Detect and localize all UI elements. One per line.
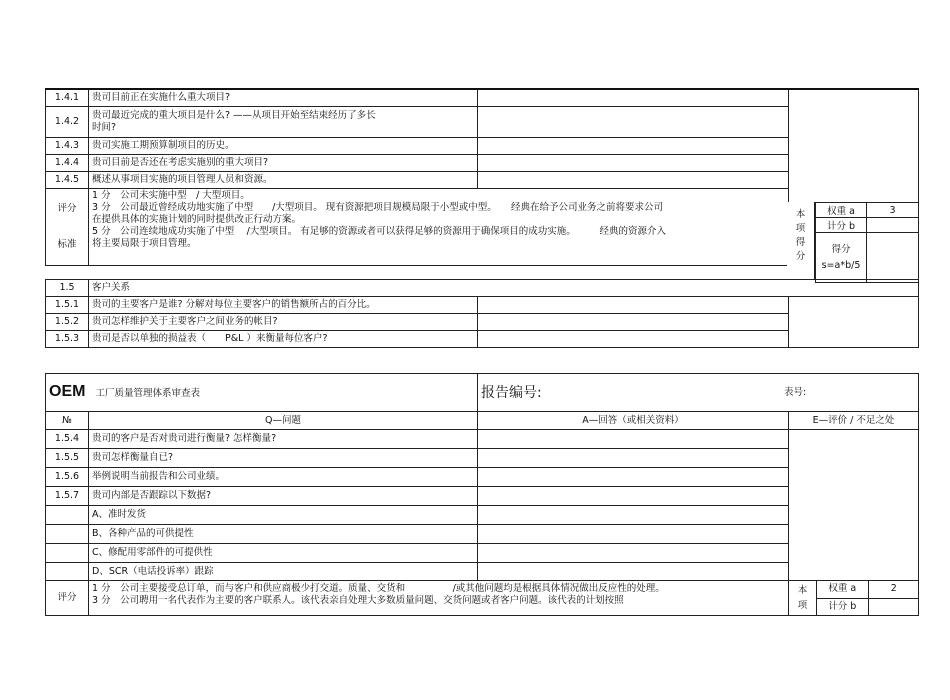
question-text: D、SCR（电话投诉率）跟踪 <box>89 563 478 581</box>
question-text: 举例说明当前报告和公司业绩。 <box>89 468 478 487</box>
weight-value[interactable]: 2 <box>868 581 919 598</box>
answer-cell[interactable] <box>478 106 789 137</box>
score-label-cell <box>816 233 867 283</box>
table-row <box>46 449 919 468</box>
count-value[interactable] <box>867 218 919 233</box>
item-number <box>46 544 89 563</box>
report-number-label: 报告编号: <box>481 384 542 401</box>
weight-label: 权重 a <box>816 203 867 218</box>
answer-cell[interactable] <box>478 449 789 468</box>
table-row <box>46 106 919 137</box>
item-number <box>46 563 89 581</box>
col-header-question: Q—问题 <box>89 412 478 430</box>
question-text: B、各种产品的可供提性 <box>89 525 478 544</box>
side-char: 分 <box>795 251 806 262</box>
answer-cell[interactable] <box>478 487 789 506</box>
item-score-side-label <box>789 581 817 616</box>
weight-grid <box>817 581 919 615</box>
question-text: A、准时发货 <box>89 506 478 525</box>
table-row <box>46 89 919 106</box>
side-char: 得 <box>795 237 806 248</box>
title-text: 工厂质量管理体系审查表 <box>95 387 200 399</box>
question-text: C、修配用零部件的可提供性 <box>89 544 478 563</box>
question-text: 贵司目前是否还在考虑实施别的重大项目? <box>89 154 478 171</box>
scoring-criteria <box>89 581 789 616</box>
question-text: 贵司的客户是否对贵司进行衡量? 怎样衡量? <box>89 430 478 449</box>
answer-cell[interactable] <box>478 506 789 525</box>
col-header-answer: A—回答（或相关资料） <box>478 412 789 430</box>
criteria-line: 将主要局限于项目管理。 <box>92 237 197 249</box>
score-label-bottom: 标准 <box>57 238 77 250</box>
answer-cell[interactable] <box>478 563 789 581</box>
side-char: 项 <box>797 600 808 611</box>
form-number-label: 表号: <box>784 387 807 398</box>
item-number: 1.4.3 <box>46 137 89 154</box>
side-char: 项 <box>795 223 806 234</box>
item-number: 1.4.2 <box>46 106 89 137</box>
item-score-side-label <box>787 202 815 280</box>
score-label: 评分 <box>46 581 89 616</box>
table-row <box>46 154 919 171</box>
scoring-criteria <box>89 188 789 265</box>
title-oem: OEM <box>49 382 86 400</box>
table-row <box>46 506 919 525</box>
criteria-line: 5 分 公司连续地成功实施了中型 /大型项目。 有足够的资源或者可以获得足够的资源用于确保项目的成功实施。 经典的资源介入 <box>92 225 667 237</box>
table-row <box>46 487 919 506</box>
item-number: 1.5.2 <box>46 314 89 331</box>
report-number-cell <box>478 374 919 412</box>
table-row <box>46 314 919 331</box>
question-text: 贵司怎样维护关于主要客户之间业务的帐目? <box>89 314 478 331</box>
item-number: 1.4.1 <box>46 89 89 106</box>
section-title: 客户关系 <box>89 280 919 297</box>
item-number: 1.5.4 <box>46 430 89 449</box>
col-header-number: № <box>46 412 89 430</box>
table-row <box>46 137 919 154</box>
weight-label: 权重 a <box>817 581 868 598</box>
weight-value[interactable]: 3 <box>867 203 919 218</box>
table-row <box>46 563 919 581</box>
item-number: 1.5.1 <box>46 297 89 314</box>
weight-grid-cell <box>817 581 919 616</box>
form-header-row <box>46 374 919 412</box>
table-row <box>46 525 919 544</box>
item-number: 1.5.3 <box>46 331 89 348</box>
score-label-top: 评分 <box>57 202 77 214</box>
question-line: 贵司最近完成的重大项目是什么? ——从项目开始至结束经历了多长 <box>92 109 376 121</box>
customer-relations-table <box>45 279 919 348</box>
table-row <box>46 430 919 449</box>
answer-cell[interactable] <box>478 544 789 563</box>
answer-cell[interactable] <box>478 468 789 487</box>
section-number: 1.5 <box>46 280 89 297</box>
criteria-line: 3 分 公司聘用一名代表作为主要的客户联系人。该代表亲自处理大多数质量问题、交货问题或者客户问题。该代表的计划按照 <box>92 595 624 606</box>
question-text: 贵司怎样衡量自已? <box>89 449 478 468</box>
side-char: 本 <box>795 209 806 220</box>
table-row <box>46 544 919 563</box>
item-number <box>46 525 89 544</box>
column-header-row <box>46 412 919 430</box>
upper-score-box <box>787 202 918 280</box>
question-text: 贵司实施工期预算制项目的历史。 <box>89 137 478 154</box>
table-row <box>46 297 919 314</box>
answer-cell[interactable] <box>478 430 789 449</box>
item-number: 1.5.6 <box>46 468 89 487</box>
count-label: 计分 b <box>817 598 868 615</box>
score-value[interactable] <box>867 233 919 283</box>
item-number: 1.4.5 <box>46 171 89 188</box>
evaluation-cell[interactable] <box>789 430 919 581</box>
col-header-evaluation: E—评价 / 不足之处 <box>789 412 919 430</box>
question-text: 贵司目前正在实施什么重大项目? <box>89 89 478 106</box>
table-row <box>46 171 919 188</box>
answer-cell[interactable] <box>478 171 789 188</box>
item-number <box>46 506 89 525</box>
item-number: 1.4.4 <box>46 154 89 171</box>
question-text: 贵司是否以单独的损益表（ P&L ）来衡量每位客户? <box>89 331 478 348</box>
item-number: 1.5.7 <box>46 487 89 506</box>
answer-cell[interactable] <box>478 137 789 154</box>
answer-cell[interactable] <box>478 331 789 348</box>
answer-cell[interactable] <box>478 525 789 544</box>
score-formula: s=a*b/5 <box>821 259 861 271</box>
criteria-line: 3 分 公司最近曾经成功地实施了中型 /大型项目。 现有资源把项目规模局限于小型或中型。 经典在给予公司业务之前将要求公司 <box>92 201 664 213</box>
table-row <box>46 468 919 487</box>
score-label <box>46 188 89 265</box>
criteria-line: 1 分 公司主要接受总订单，而与客户和供应商极少打交道。质量、交货和 /或其他问题均是根据具体情况做出反应性的处理。 <box>92 583 665 594</box>
question-text: 贵司内部是否跟踪以下数据? <box>89 487 478 506</box>
score-row <box>46 581 919 616</box>
form-title <box>46 374 478 412</box>
lower-checklist-table <box>45 373 919 616</box>
section-row <box>46 280 919 297</box>
criteria-line: 在提供具体的实施计划的同时提供改正行动方案。 <box>92 213 302 225</box>
score-label-text: 得分 <box>831 243 851 255</box>
question-text <box>89 106 478 137</box>
item-number: 1.5.5 <box>46 449 89 468</box>
count-value[interactable] <box>868 598 919 615</box>
count-label: 计分 b <box>816 218 867 233</box>
weight-grid <box>815 202 919 283</box>
answer-cell[interactable] <box>478 154 789 171</box>
table-row <box>46 331 919 348</box>
answer-cell[interactable] <box>478 314 789 331</box>
question-text: 概述从事项目实施的项目管理人员和资源。 <box>89 171 478 188</box>
answer-cell[interactable] <box>478 297 789 314</box>
evaluation-cell[interactable] <box>789 297 919 348</box>
question-line: 时间? <box>92 121 117 133</box>
question-text: 贵司的主要客户是谁? 分解对每位主要客户的销售额所占的百分比。 <box>89 297 478 314</box>
answer-cell[interactable] <box>478 89 789 106</box>
criteria-line: 1 分 公司未实施中型 / 大型项目。 <box>92 189 250 201</box>
side-char: 本 <box>797 585 808 596</box>
